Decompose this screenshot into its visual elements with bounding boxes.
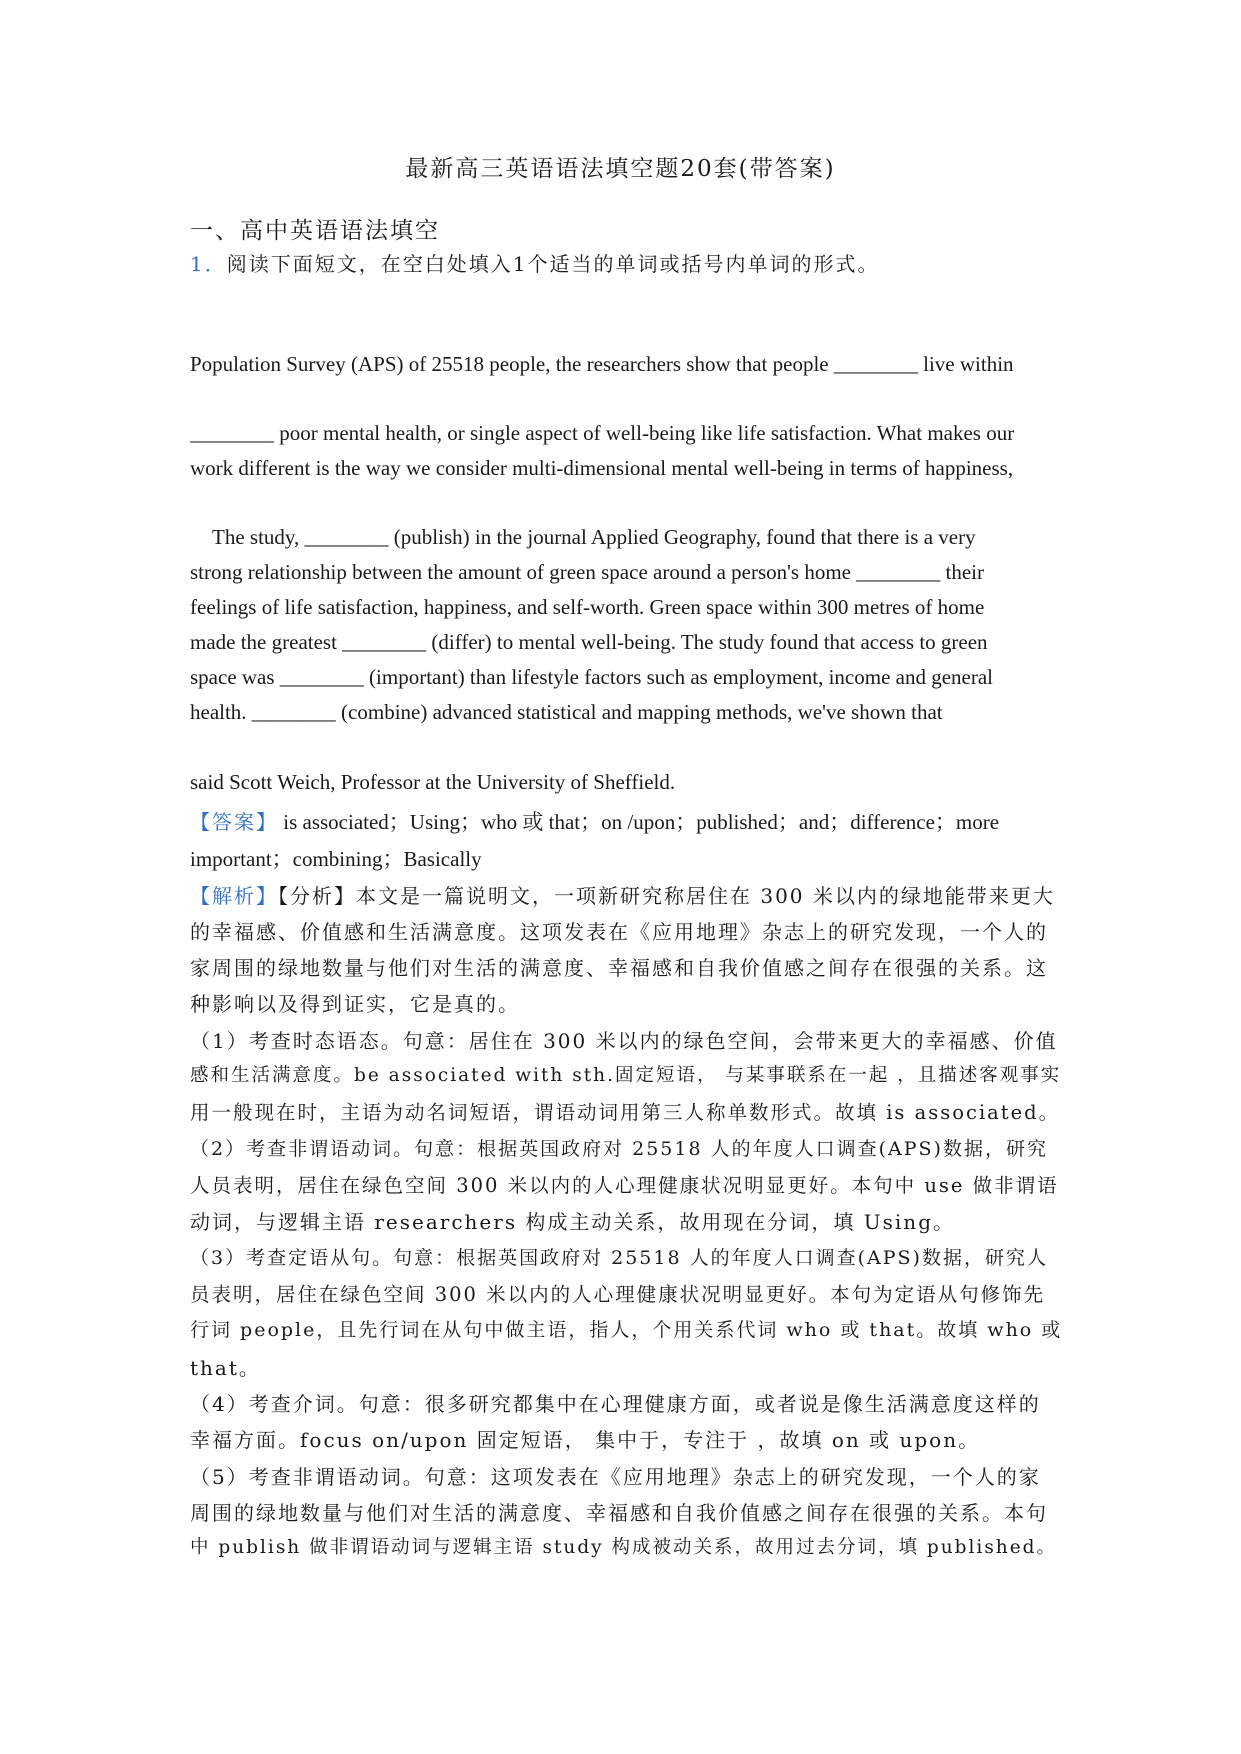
- answer-label: 【答案】: [190, 810, 278, 834]
- analysis-line: 的幸福感、价值感和生活满意度。这项发表在《应用地理》杂志上的研究发现，一个人的: [190, 920, 1048, 944]
- page-title: 最新高三英语语法填空题20套(带答案): [405, 156, 836, 182]
- analysis-line: 动词，与逻辑主语 researchers 构成主动关系，故用现在分词，填 Using。: [190, 1210, 955, 1234]
- analysis-item-4: （4）考查介词。句意：很多研究都集中在心理健康方面，或者说是像生活满意度这样的: [190, 1392, 1041, 1416]
- analysis-line: 周围的绿地数量与他们对生活的满意度、幸福感和自我价值感之间存在很强的关系。本句: [190, 1501, 1048, 1525]
- analysis-line: that。: [190, 1356, 261, 1380]
- question-text: 阅读下面短文，在空白处填入1个适当的单词或括号内单词的形式。: [226, 252, 880, 276]
- passage-line: space was ________ (important) than lifestyle factors such as employment, income and general: [190, 665, 994, 689]
- analysis-text: 【分析】本文是一篇说明文，一项新研究称居住在 300 米以内的绿地能带来更大: [278, 884, 1055, 908]
- passage-line: feelings of life satisfaction, happiness, and self-worth. Green space within 300 metres of home: [190, 595, 985, 619]
- analysis-line: [190, 880, 1062, 909]
- analysis-item-5: （5）考查非谓语动词。句意：这项发表在《应用地理》杂志上的研究发现，一个人的家: [190, 1465, 1041, 1489]
- analysis-line: 行词 people，且先行词在从句中做主语，指人，个用关系代词 who 或 that。故填 who 或: [190, 1319, 1063, 1341]
- analysis-line: 家周围的绿地数量与他们对生活的满意度、幸福感和自我价值感之间存在很强的关系。这: [190, 956, 1048, 980]
- passage-line: made the greatest ________ (differ) to mental well-being. The study found that access to green: [190, 630, 988, 654]
- question-number: 1．: [190, 252, 227, 276]
- passage-line: health. ________ (combine) advanced statistical and mapping methods, we've shown that: [190, 700, 943, 724]
- passage-line: said Scott Weich, Professor at the University of Sheffield.: [190, 770, 676, 794]
- analysis-item-1: （1）考查时态语态。句意：居住在 300 米以内的绿色空间，会带来更大的幸福感、价值: [190, 1029, 1058, 1053]
- analysis-item-3: （3）考查定语从句。句意：根据英国政府对 25518 人的年度人口调查(APS)数据，研究人: [190, 1247, 1048, 1269]
- passage-line: ________ poor mental health, or single aspect of well-being like life satisfaction. What makes our: [190, 421, 1015, 445]
- analysis-line: 种影响以及得到证实，它是真的。: [190, 992, 520, 1016]
- passage-line: strong relationship between the amount of green space around a person's home ________ their: [190, 560, 984, 584]
- analysis-line: 中 publish 做非谓语动词与逻辑主语 study 构成被动关系，故用过去分词，填 published。: [190, 1537, 1058, 1558]
- analysis-line: 用一般现在时，主语为动名词短语，谓语动词用第三人称单数形式。故填 is associated。: [190, 1101, 1061, 1124]
- passage-line: work different is the way we consider multi-dimensional mental well-being in terms of happiness,: [190, 456, 1014, 480]
- analysis-line: 感和生活满意度。be associated with sth.固定短语， 与某事联系在一起 ，且描述客观事实: [190, 1065, 1062, 1086]
- answer-line: [190, 806, 1062, 836]
- passage-line: The study, ________ (publish) in the journal Applied Geography, found that there is a very: [212, 525, 976, 549]
- answer-line: important；combining；Basically: [190, 847, 482, 871]
- answer-text: is associated；Using；who 或 that；on /upon；published；and；difference；more: [283, 810, 1000, 834]
- section-heading: 一、高中英语语法填空: [190, 218, 440, 244]
- analysis-line: 幸福方面。focus on/upon 固定短语， 集中于，专注于 ，故填 on 或 upon。: [190, 1428, 981, 1452]
- analysis-label: 【解析】: [190, 884, 278, 908]
- analysis-line: 员表明，居住在绿色空间 300 米以内的人心理健康状况明显更好。本句为定语从句修饰先: [190, 1283, 1046, 1306]
- question-1-instruction: [190, 248, 1062, 277]
- analysis-item-2: （2）考查非谓语动词。句意：根据英国政府对 25518 人的年度人口调查(APS)数据，研究: [190, 1138, 1048, 1160]
- analysis-line: 人员表明，居住在绿色空间 300 米以内的人心理健康状况明显更好。本句中 use 做非谓语: [190, 1174, 1059, 1197]
- passage-line: Population Survey (APS) of 25518 people, the researchers show that people ________ live within: [190, 352, 1014, 376]
